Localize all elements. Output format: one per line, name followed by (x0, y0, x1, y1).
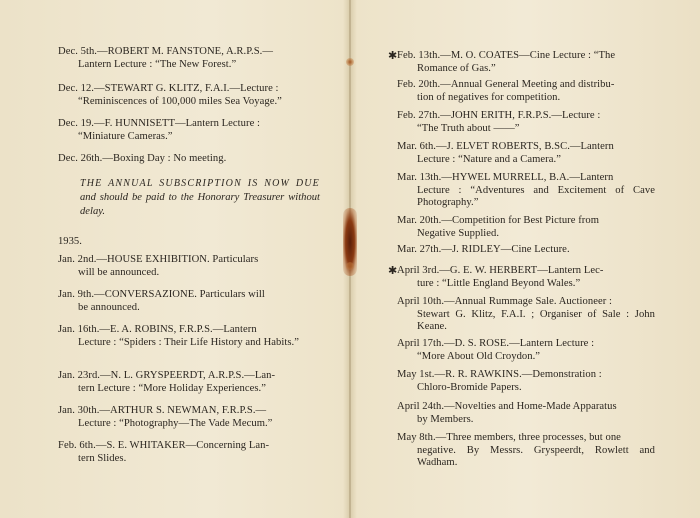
year-heading: 1935. (58, 236, 82, 247)
program-entry: Jan. 2nd.—HOUSE EXHIBITION. Particulars will be announced. (58, 254, 259, 278)
program-entry: ✱ April 3rd.—G. E. W. HERBERT—Lantern Lec- ture : “Little England Beyond Wales.” (388, 265, 604, 289)
program-entry: Dec. 12.—STEWART G. KLITZ, F.A.I.—Lecture : “Reminiscences of 100,000 miles Sea Voyage.” (58, 83, 282, 107)
program-entry: April 10th.—Annual Rummage Sale. Auctioneer : Stewart G. Klitz, F.A.I. ; Organiser of Sale : John Keane. (397, 296, 655, 332)
star-marker: ✱ (388, 50, 398, 62)
program-entry: May 8th.—Three members, three processes, but one negative. By Messrs. Gryspeerdt, Rowlett and Wadham. (397, 432, 655, 468)
program-entry: Dec. 26th.—Boxing Day : No meeting. (58, 153, 227, 164)
program-entry: Dec. 19.—F. HUNNISETT—Lantern Lecture : “Miniature Cameras.” (58, 118, 261, 142)
subscription-notice: THE ANNUAL SUBSCRIPTION IS NOW DUE and should be paid to the Honorary Treasurer without delay. (80, 178, 320, 217)
stain-mark (346, 262, 354, 270)
program-entry: April 17th.—D. S. ROSE.—Lantern Lecture : “More About Old Croydon.” (397, 338, 595, 362)
program-entry: Jan. 16th.—E. A. ROBINS, F.R.P.S.—Lantern Lecture : “Spiders : Their Life History and Habits.” (58, 324, 299, 348)
program-entry: Mar. 20th.—Competition for Best Picture from Negative Supplied. (397, 215, 599, 239)
program-entry: Mar. 27th.—J. RIDLEY—Cine Lecture. (397, 244, 570, 255)
program-entry: Feb. 20th.—Annual General Meeting and distribu- tion of negatives for competition. (397, 79, 615, 103)
program-entry: April 24th.—Novelties and Home-Made Apparatus by Members. (397, 401, 617, 425)
program-entry: Dec. 5th.—ROBERT M. FANSTONE, A.R.P.S.— Lantern Lecture : “The New Forest.” (58, 46, 273, 70)
program-entry: Feb. 27th.—JOHN ERITH, F.R.P.S.—Lecture : “The Truth about ——” (397, 110, 601, 134)
program-entry: Mar. 13th.—HYWEL MURRELL, B.A.—Lantern Lecture : “Adventures and Excitement of Cave Photography.” (397, 172, 655, 208)
star-marker: ✱ (388, 265, 398, 277)
program-entry: Feb. 6th.—S. E. WHITAKER—Concerning Lan- tern Slides. (58, 440, 270, 464)
program-entry: Jan. 9th.—CONVERSAZIONE. Particulars will be announced. (58, 289, 265, 313)
program-entry: ✱ Feb. 13th.—M. O. COATES—Cine Lecture : “The Romance of Gas.” (388, 50, 616, 74)
program-entry: May 1st.—R. R. RAWKINS.—Demonstration : Chloro-Bromide Papers. (397, 369, 602, 393)
program-entry: Jan. 30th.—ARTHUR S. NEWMAN, F.R.P.S.— Lecture : “Photography—The Vade Mecum.” (58, 405, 273, 429)
program-entry: Jan. 23rd.—N. L. GRYSPEERDT, A.R.P.S.—Lan- tern Lecture : “More Holiday Experiences.” (58, 370, 276, 394)
stain-mark (346, 58, 354, 66)
program-entry: Mar. 6th.—J. ELVET ROBERTS, B.SC.—Lantern Lecture : “Nature and a Camera.” (397, 141, 614, 165)
